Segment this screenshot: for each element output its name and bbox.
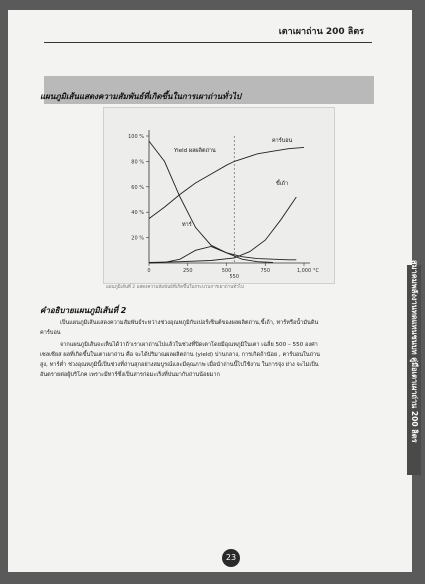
y-tick-label: 80 % <box>131 159 144 166</box>
description-line: อันตรายต่อผู้บริโภค เพราะมีทาร์ซึ่งเป็นสารก่อมะเร็งที่ปนมากับถ่านน้อยมาก <box>40 372 220 378</box>
series-line <box>149 141 296 260</box>
figure-caption: แผนภูมิเส้นที่ 2 แสดงความสัมพันธ์ที่เกิดขึ้นในกระบวนการเผาถ่านทั่วไป <box>106 285 244 290</box>
description-line: คาร์บอน <box>40 330 61 336</box>
x-tick-label: 750 <box>260 268 271 274</box>
line-chart <box>104 108 334 283</box>
header-rule <box>44 42 372 43</box>
x-tick-label: 500 <box>221 268 232 274</box>
series-label: ขี้เถ้า <box>276 181 289 187</box>
figure-frame <box>103 107 335 284</box>
marker-label: 550 <box>229 274 240 280</box>
x-tick-label: 1,000 <box>296 268 312 274</box>
page-number: 23 <box>222 549 240 567</box>
y-tick-label: 60 % <box>131 184 144 191</box>
x-tick-label: 250 <box>182 268 193 274</box>
description-title: คำอธิบายแผนภูมิเส้นที่ 2 <box>40 306 127 315</box>
series-label: คาร์บอน <box>272 138 293 144</box>
description-line: จากแผนภูมิเส้นจะเห็นได้ว่าถ้าเราเผาถ่านไปแล้วในช่วงที่ปิดเตาโดยมีอุณหภูมิในเตา เฉลี่ย 500 – 550 องศา <box>60 342 318 348</box>
x-tick-label: 0 <box>147 268 151 274</box>
document-page <box>8 10 412 572</box>
section-title: แผนภูมิเส้นแสดงความสัมพันธ์ที่เกิดขึ้นในการเผาถ่านทั่วไป <box>40 92 242 101</box>
description-line: สูง, ทาร์ต่ำ ช่วงอุณหภูมินี้เป็นช่วงที่ถ่านสุกอย่างสมบูรณ์และมีคุณภาพ เมื่อนำถ่านนี้ไปใช้งาน ในการจุ่ง ย่าง จะไม่เป็น <box>40 362 319 368</box>
description-line: เซลเซียส ผลที่เกิดขึ้นในเตาเผาถ่าน คือ จะได้ปริมาณผลผลิตถ่าน (yield) ปานกลาง, การเกิดถ้านัอย , คาร์บอนในถ่าน <box>40 352 320 358</box>
series-label: Yield ผลผลิตถ่าน <box>174 148 216 154</box>
series-line <box>149 197 296 262</box>
x-unit-label: °C <box>313 268 319 274</box>
y-tick-label: 40 % <box>131 210 144 217</box>
running-header: เตาเผาถ่าน 200 ลิตร <box>278 27 364 37</box>
description-line: เป็นแผนภูมิเส้นแสดงความสัมพันธ์ระหว่างช่วงอุณหภูมิกับเปอร์เซ็นต์ของผลผลิตถ่าน,ขี้เถ้า, ทาร์หรือน้ำมันดิน <box>60 320 319 326</box>
y-tick-label: 100 % <box>128 134 144 140</box>
y-tick-label: 20 % <box>131 235 144 242</box>
series-label: ทาร์ <box>182 222 192 228</box>
side-tab-text: สมาคมพลังงานทดแทนชนบท คู่มือเตาเผาถ่าน 200 ลิตร <box>410 260 419 443</box>
